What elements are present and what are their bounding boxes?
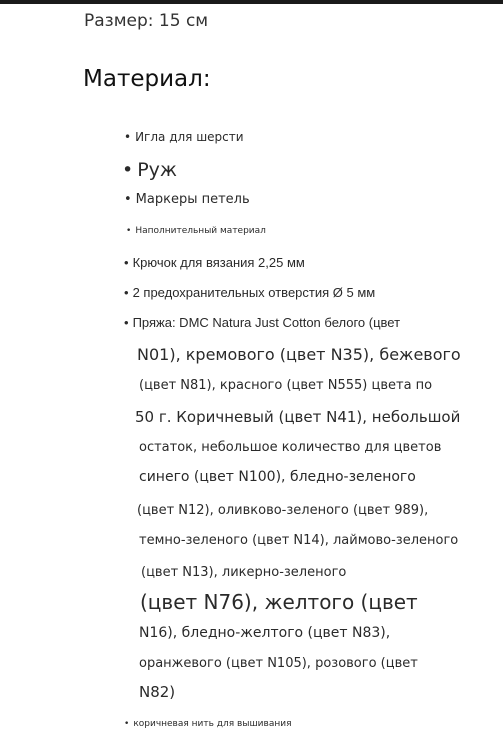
bullet-icon: •	[126, 226, 132, 236]
list-item-yarn	[124, 315, 400, 330]
bullet-icon: •	[124, 315, 129, 330]
list-item-eyes	[124, 285, 375, 300]
list-item-needle	[124, 130, 244, 144]
list-item-markers	[124, 192, 250, 207]
list-item-pins	[122, 159, 177, 181]
bullet-icon: •	[124, 255, 129, 270]
yarn-line: (цвет N13), ликерно-зеленого	[141, 565, 347, 580]
yarn-line: синего (цвет N100), бледно-зеленого	[139, 469, 416, 485]
yarn-line: оранжевого (цвет N105), розового (цвет	[139, 656, 418, 671]
bullet-icon: •	[124, 719, 130, 729]
bullet-icon: •	[124, 192, 132, 207]
list-item-label: 2 предохранительных отверстия Ø 5 мм	[132, 285, 376, 300]
list-item-label: Маркеры петель	[135, 192, 250, 207]
bullet-icon: •	[124, 285, 129, 300]
size-text: Размер: 15 см	[84, 11, 209, 31]
bullet-icon: •	[122, 159, 134, 181]
list-item-label: коричневая нить для вышивания	[133, 719, 292, 729]
list-item-label: Наполнительный материал	[135, 226, 266, 236]
yarn-line: 50 г. Коричневый (цвет N41), небольшой	[135, 408, 461, 426]
yarn-line: Пряжа: DMC Natura Just Cotton белого (цвет	[132, 315, 401, 330]
yarn-line: (цвет N81), красного (цвет N555) цвета по	[139, 378, 433, 393]
yarn-line: остаток, небольшое количество для цветов	[139, 440, 442, 455]
list-item-label: Крючок для вязания 2,25 мм	[132, 255, 305, 270]
yarn-line: темно-зеленого (цвет N14), лаймово-зеленого	[139, 533, 459, 548]
yarn-line: N01), кремового (цвет N35), бежевого	[137, 345, 461, 364]
yarn-line: N82)	[139, 683, 176, 701]
bullet-icon: •	[124, 130, 132, 144]
list-item-filling	[126, 226, 266, 236]
yarn-line: (цвет N12), оливково-зеленого (цвет 989),	[137, 503, 429, 518]
list-item-label: Руж	[137, 159, 178, 181]
yarn-line: N16), бледно-желтого (цвет N83),	[139, 625, 391, 641]
materials-heading: Материал:	[83, 66, 211, 92]
list-item-thread	[124, 719, 292, 729]
list-item-hook	[124, 255, 305, 270]
yarn-line: (цвет N76), желтого (цвет	[140, 590, 418, 614]
list-item-label: Игла для шерсти	[135, 130, 244, 144]
top-bar	[0, 0, 503, 4]
